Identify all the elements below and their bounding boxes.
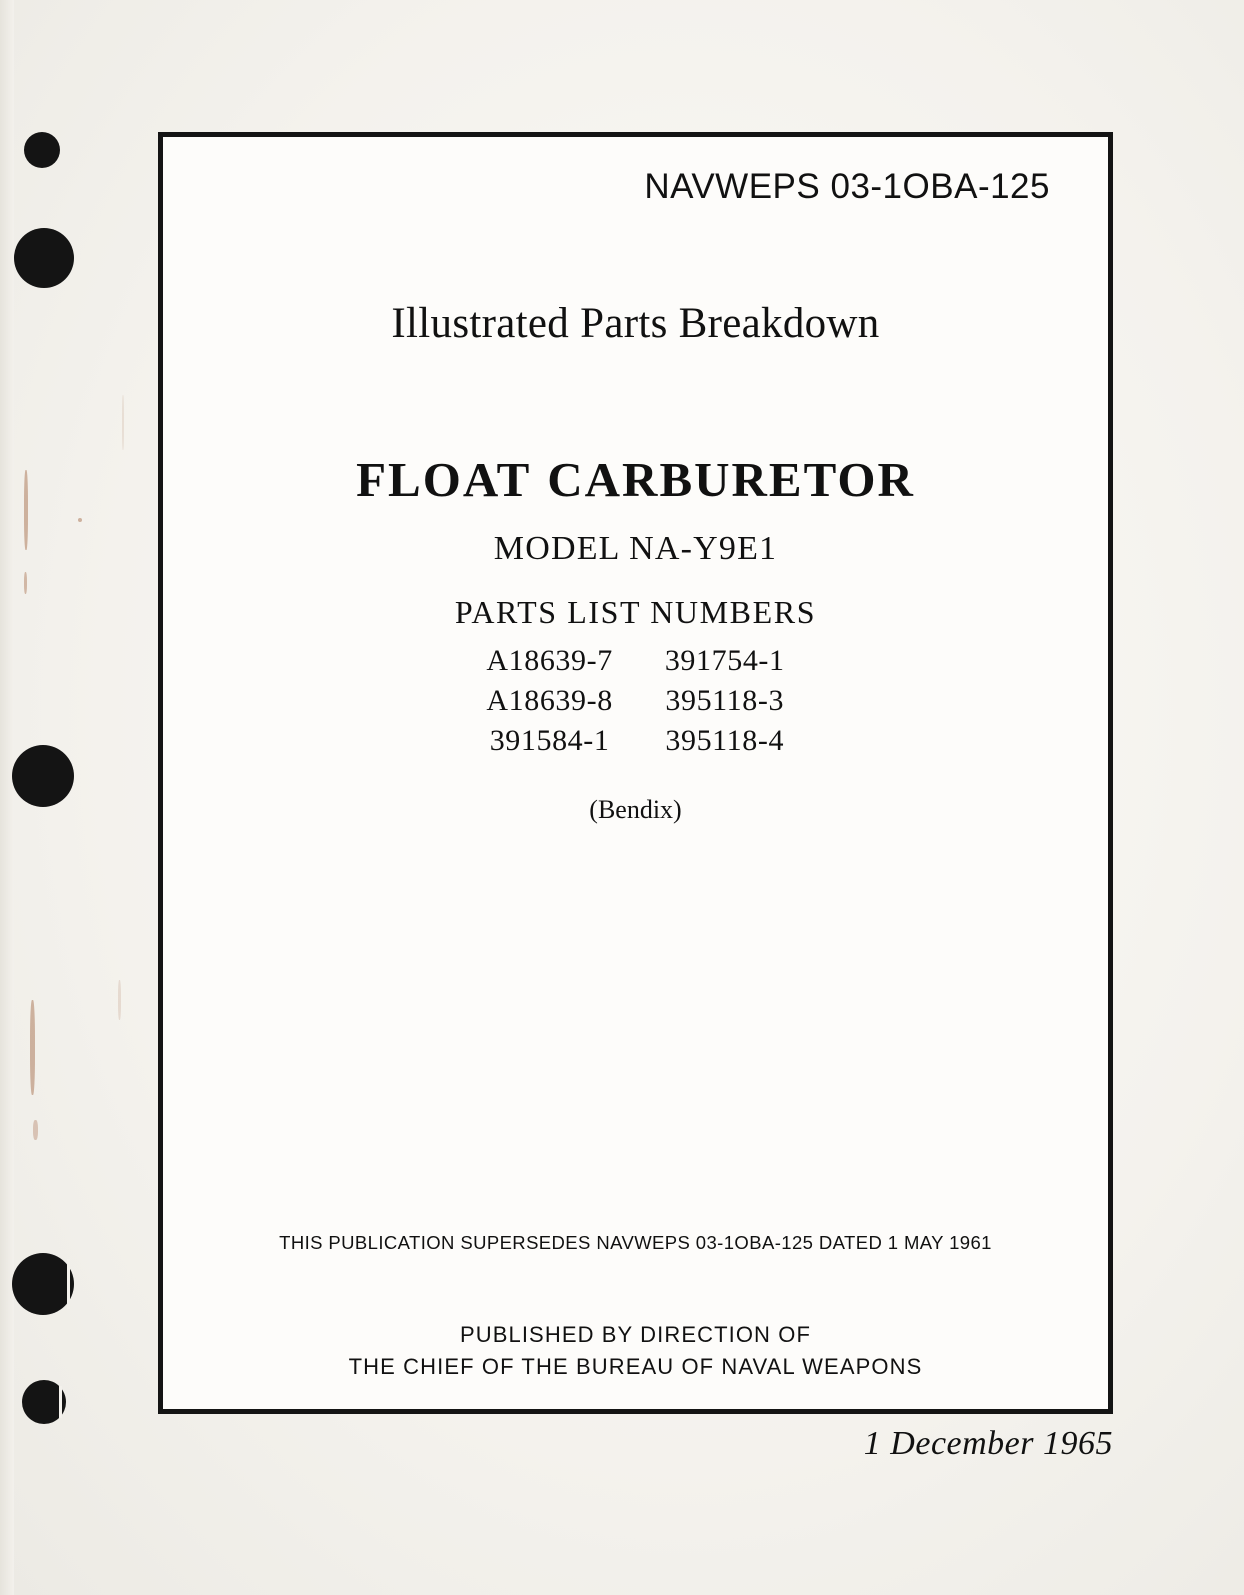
part-number-left: A18639-8: [486, 684, 613, 717]
page-title-word-2: CARBURETOR: [547, 452, 915, 507]
punch-hole: [24, 132, 60, 168]
punch-hole: [12, 1253, 74, 1315]
table-row: [460, 721, 810, 761]
publication-date: 1 December 1965: [863, 1425, 1113, 1462]
page-title: [163, 451, 1108, 508]
part-number-left: 391584-1: [489, 724, 610, 757]
table-row: [460, 681, 810, 721]
paper-stain: [33, 1120, 38, 1140]
document-subtitle: Illustrated Parts Breakdown: [391, 300, 880, 347]
title-page-border: [158, 132, 1113, 1414]
punch-hole: [12, 745, 74, 807]
paper-stain: [118, 980, 121, 1020]
publisher-line-1: PUBLISHED BY DIRECTION OF: [459, 1322, 812, 1347]
page-left-edge: [0, 0, 14, 1595]
publisher-line-2: THE CHIEF OF THE BUREAU OF NAVAL WEAPONS: [348, 1353, 923, 1379]
paper-stain: [24, 572, 27, 594]
parts-number-table: [460, 641, 810, 761]
parts-list-heading: PARTS LIST NUMBERS: [454, 594, 817, 630]
paper-stain: [24, 470, 28, 550]
manufacturer-name: (Bendix): [589, 795, 682, 824]
supersedes-note: THIS PUBLICATION SUPERSEDES NAVWEPS 03-1OBA-125 DATED 1 MAY 1961: [279, 1232, 992, 1253]
part-number-right: 391754-1: [664, 644, 785, 677]
part-number-left: A18639-7: [486, 644, 613, 677]
table-row: [460, 641, 810, 681]
paper-stain: [78, 518, 82, 522]
publication-number: NAVWEPS 03-1OBA-125: [644, 167, 1050, 206]
model-designation: MODEL NA-Y9E1: [493, 530, 778, 567]
punch-hole: [14, 228, 74, 288]
part-number-right: 395118-3: [665, 684, 785, 717]
punch-hole: [22, 1380, 66, 1424]
part-number-right: 395118-4: [665, 724, 785, 757]
page-title-word-1: FLOAT: [356, 452, 532, 507]
publisher-statement: [163, 1319, 1108, 1383]
paper-stain: [30, 1000, 35, 1095]
paper-stain: [122, 395, 124, 450]
